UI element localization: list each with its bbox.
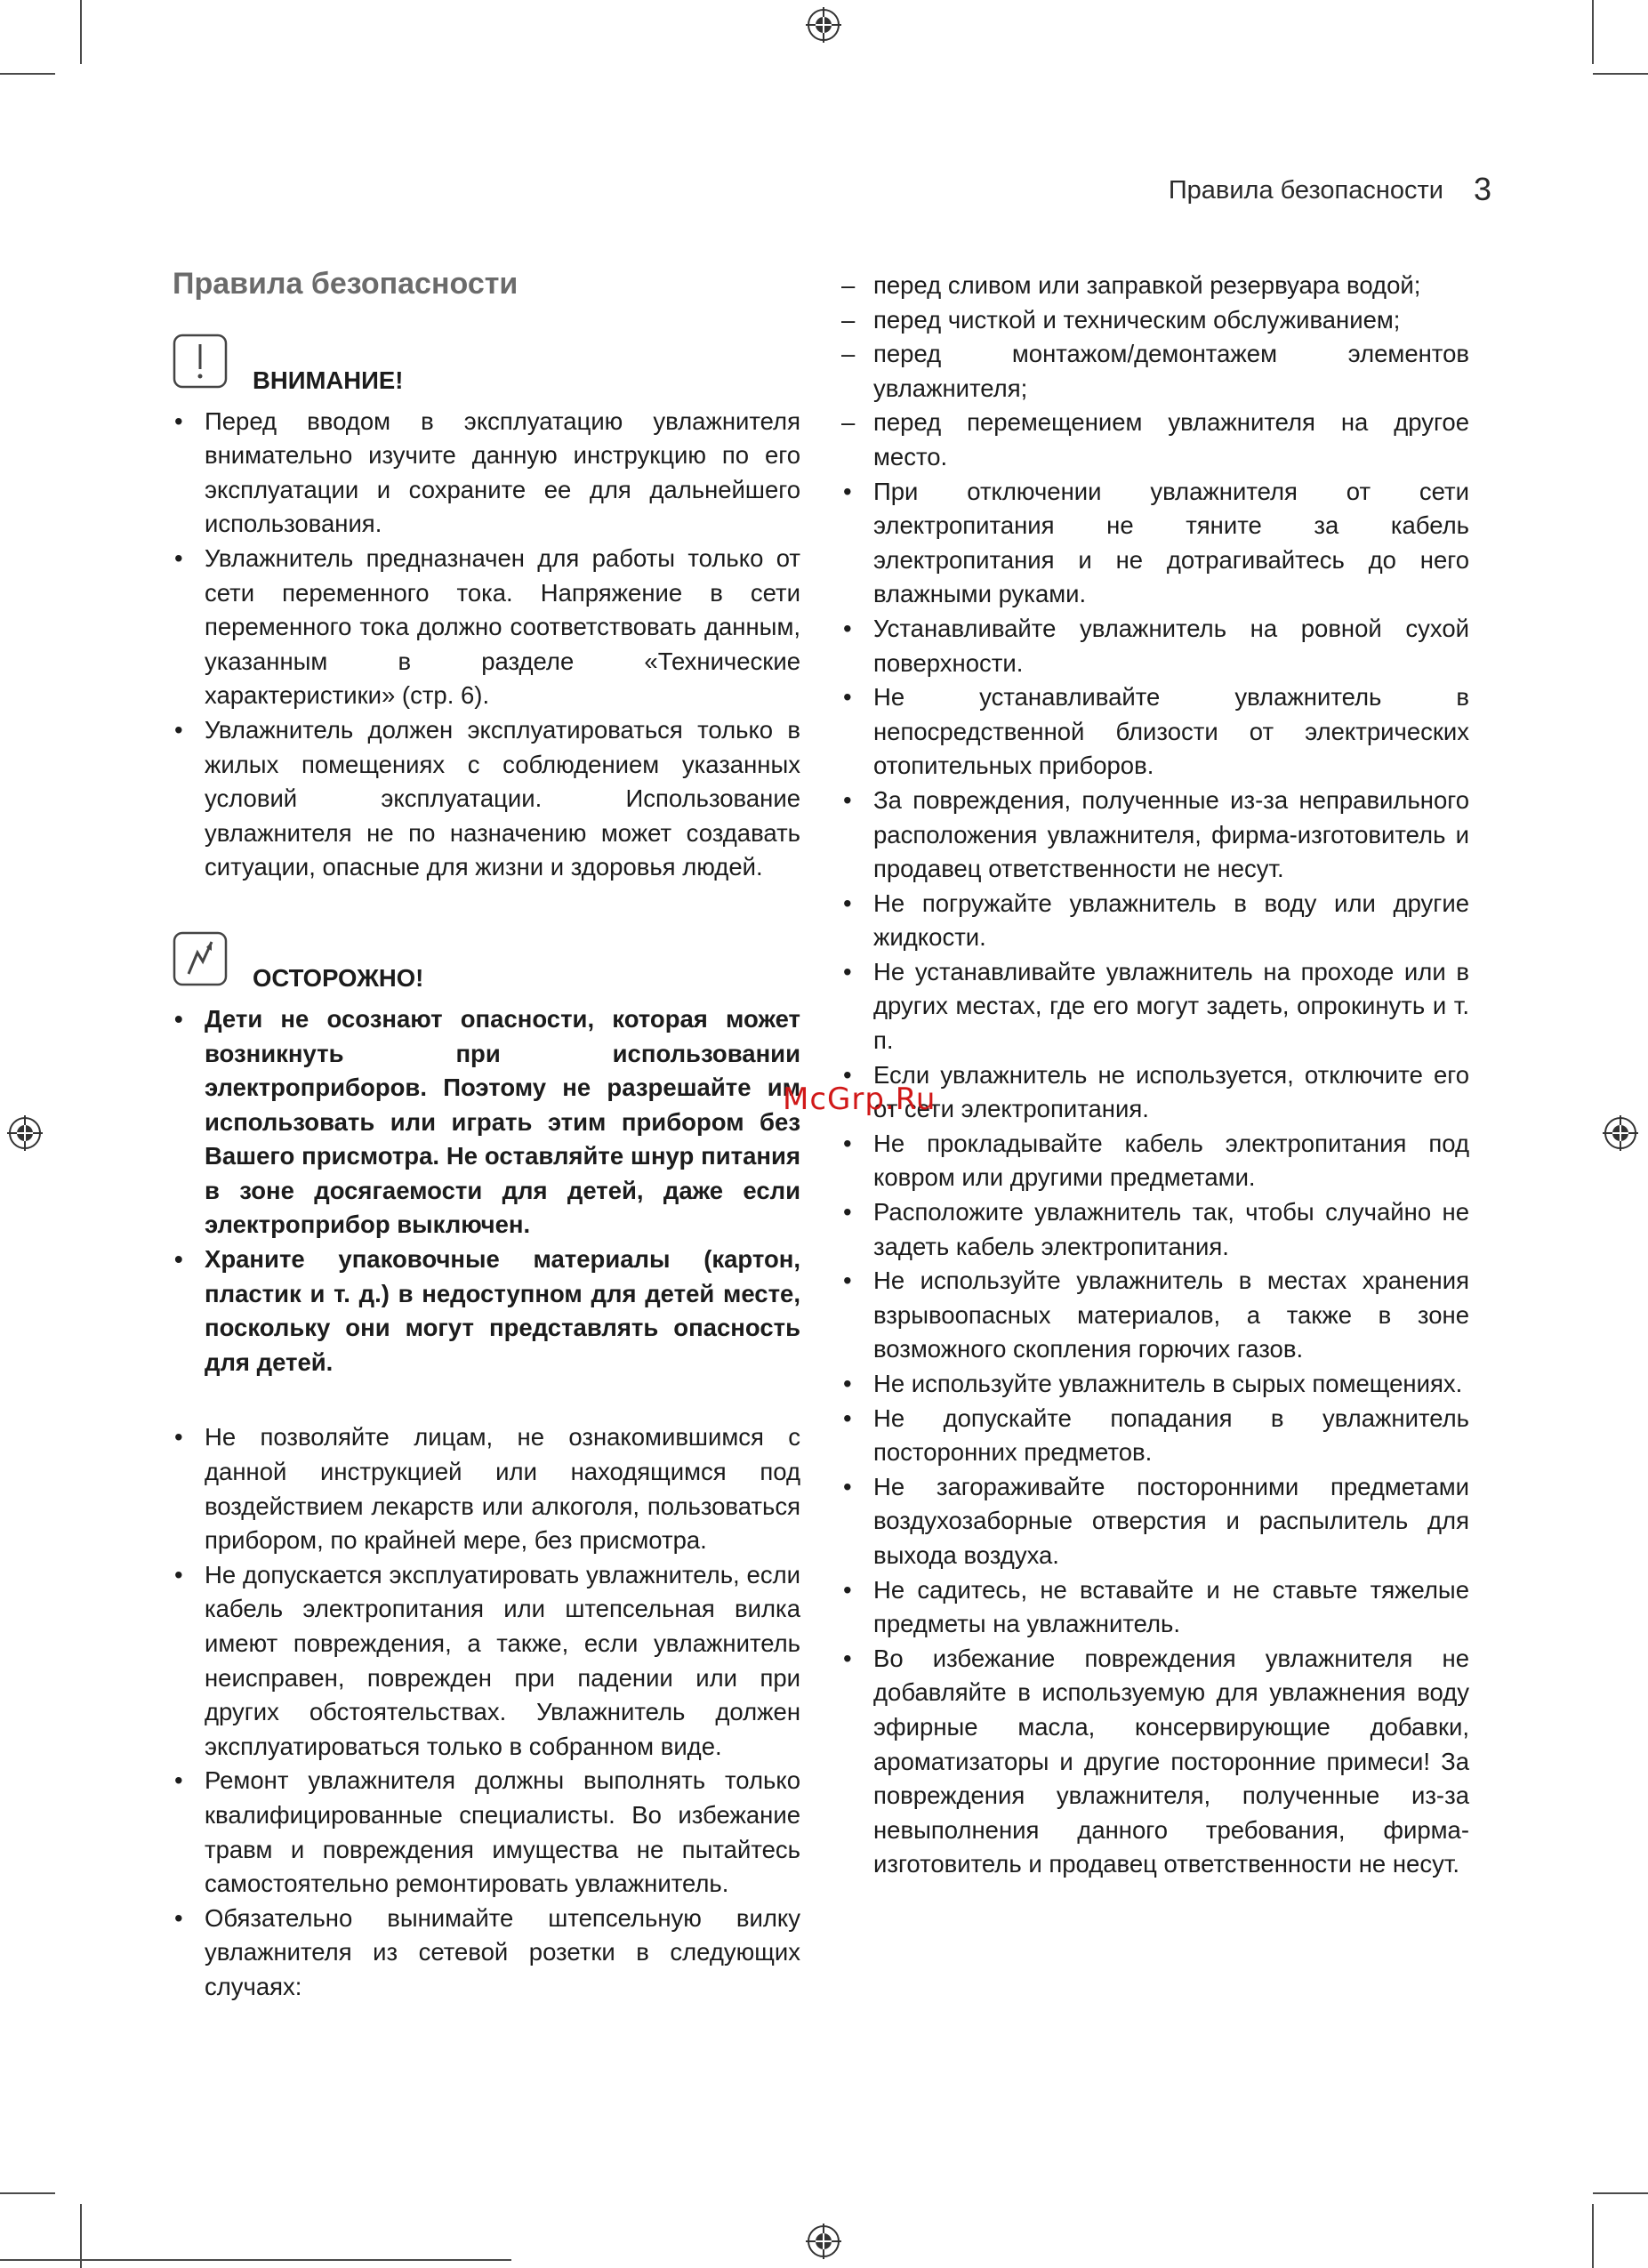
dash-item: – перед чисткой и техническим обслуживанием;: [841, 303, 1469, 338]
crop-mark: [1593, 2192, 1648, 2194]
list-item: • Дети не осознают опасности, которая может возникнуть при использовании электроприборов. Поэтому не разрешайте им использовать или играть этим прибором без Вашего присмотра. Не оставляйте шнур питания в зоне досягаемости для детей, даже если электроприбор выключен.: [173, 1002, 800, 1243]
dash-item: – перед сливом или заправкой резервуара водой;: [841, 269, 1469, 303]
crop-mark: [1592, 0, 1594, 64]
list-item: • Не устанавливайте увлажнитель в непосредственной близости от электрических отопительных приборов.: [841, 680, 1469, 784]
list-item: • Не допускается эксплуатировать увлажнитель, если кабель электропитания или штепсельная вилка имеют повреждения, а также, если увлажнитель неисправен, поврежден при падении или при других обстоятельствах. Увлажнитель должен эксплуатироваться только в собранном виде.: [173, 1558, 800, 1765]
lightning-icon: [173, 931, 228, 986]
warning-list: [173, 405, 800, 885]
warning-notice: [173, 334, 800, 405]
exclamation-icon: [173, 334, 228, 389]
registration-mark-icon: [1603, 1115, 1638, 1151]
running-header: [1169, 171, 1491, 208]
header-title: Правила безопасности: [1168, 176, 1443, 205]
list-item: • Не садитесь, не вставайте и не ставьте тяжелые предметы на увлажнитель.: [841, 1573, 1469, 1642]
list-item: • Не прокладывайте кабель электропитания под ковром или другими предметами.: [841, 1127, 1469, 1195]
unplug-cases-list: [841, 269, 1469, 475]
list-item: • Не используйте увлажнитель в местах хранения взрывоопасных материалов, а также в зоне возможного скопления горючих газов.: [841, 1264, 1469, 1367]
bottom-rule: [0, 2259, 511, 2261]
crop-mark: [0, 73, 55, 75]
caution-label: ОСТОРОЖНО!: [253, 963, 424, 992]
crop-mark: [1593, 73, 1648, 75]
right-column: [841, 269, 1469, 1882]
crop-mark: [80, 0, 82, 64]
list-item: • Ремонт увлажнителя должны выполнять только квалифицированные специалисты. Во избежание травм и повреждения имущества не пытайтесь самостоятельно ремонтировать увлажнитель.: [173, 1764, 800, 1901]
warning-label: ВНИМАНИЕ!: [253, 366, 404, 394]
list-item: • При отключении увлажнителя от сети электропитания не тяните за кабель электропитания и не дотрагивайтесь до него влажными руками.: [841, 475, 1469, 612]
registration-mark-icon: [7, 1115, 43, 1151]
crop-mark: [0, 2192, 55, 2194]
dash-item: – перед монтажом/демонтажем элементов увлажнителя;: [841, 337, 1469, 406]
list-item: • Не погружайте увлажнитель в воду или другие жидкости.: [841, 887, 1469, 955]
list-item: • Не допускайте попадания в увлажнитель посторонних предметов.: [841, 1402, 1469, 1470]
section-title: Правила безопасности: [173, 267, 519, 301]
crop-mark: [1592, 2204, 1594, 2268]
caution-bold-list: [173, 1002, 800, 1380]
list-item: • Храните упаковочные материалы (картон, пластик и т. д.) в недоступном для детей месте, поскольку они могут представлять опасность для детей.: [173, 1243, 800, 1379]
dash-item: – перед перемещением увлажнителя на другое место.: [841, 406, 1469, 474]
list-item: • Перед вводом в эксплуатацию увлажнителя внимательно изучите данную инструкцию по его эксплуатации и сохраните ее для дальнейшего использования.: [173, 405, 800, 542]
registration-mark-icon: [806, 7, 841, 43]
list-item: • Не загораживайте посторонними предметами воздухозаборные отверстия и распылитель для выхода воздуха.: [841, 1470, 1469, 1573]
list-item: • Увлажнитель должен эксплуатироваться только в жилых помещениях с соблюдением указанных условий эксплуатации. Использование увлажнителя не по назначению может создавать ситуации, опасные для жизни и здоровья людей.: [173, 713, 800, 885]
list-item: • Во избежание повреждения увлажнителя не добавляйте в используемую для увлажнения воду эфирные масла, консервирующие добавки, ароматизаторы и другие посторонние примеси! За повреждения увлажнителя, полученные из-за невыполнения данного требования, фирма-изготовитель и продавец ответственности не несут.: [841, 1642, 1469, 1882]
registration-mark-icon: [806, 2224, 841, 2259]
list-item: • Расположите увлажнитель так, чтобы случайно не задеть кабель электропитания.: [841, 1195, 1469, 1264]
watermark: McGrp.Ru: [783, 1082, 937, 1117]
list-item: • Не устанавливайте увлажнитель на проходе или в других местах, где его могут задеть, опрокинуть и т. п.: [841, 955, 1469, 1058]
list-item: • За повреждения, полученные из-за неправильного расположения увлажнителя, фирма-изготовитель и продавец ответственности не несут.: [841, 784, 1469, 887]
list-item: • Устанавливайте увлажнитель на ровной сухой поверхности.: [841, 612, 1469, 680]
caution-notice: [173, 931, 800, 1002]
list-item: • Увлажнитель предназначен для работы только от сети переменного тока. Напряжение в сети переменного тока должно соответствовать данным, указанным в разделе «Технические характеристики» (стр. 6).: [173, 542, 800, 713]
list-item: • Если увлажнитель не используется, отключите его от сети электропитания.: [841, 1058, 1469, 1127]
list-item: • Обязательно вынимайте штепсельную вилку увлажнителя из сетевой розетки в следующих случаях:: [173, 1902, 800, 2005]
safety-list: [841, 475, 1469, 1882]
page-number: 3: [1473, 171, 1491, 207]
list-item: • Не позволяйте лицам, не ознакомившимся с данной инструкцией или находящимся под воздействием лекарств или алкоголя, пользоваться прибором, по крайней мере, без присмотра.: [173, 1420, 800, 1557]
caution-list: [173, 1420, 800, 2004]
list-item: • Не используйте увлажнитель в сырых помещениях.: [841, 1367, 1469, 1402]
left-column: [173, 267, 800, 2005]
